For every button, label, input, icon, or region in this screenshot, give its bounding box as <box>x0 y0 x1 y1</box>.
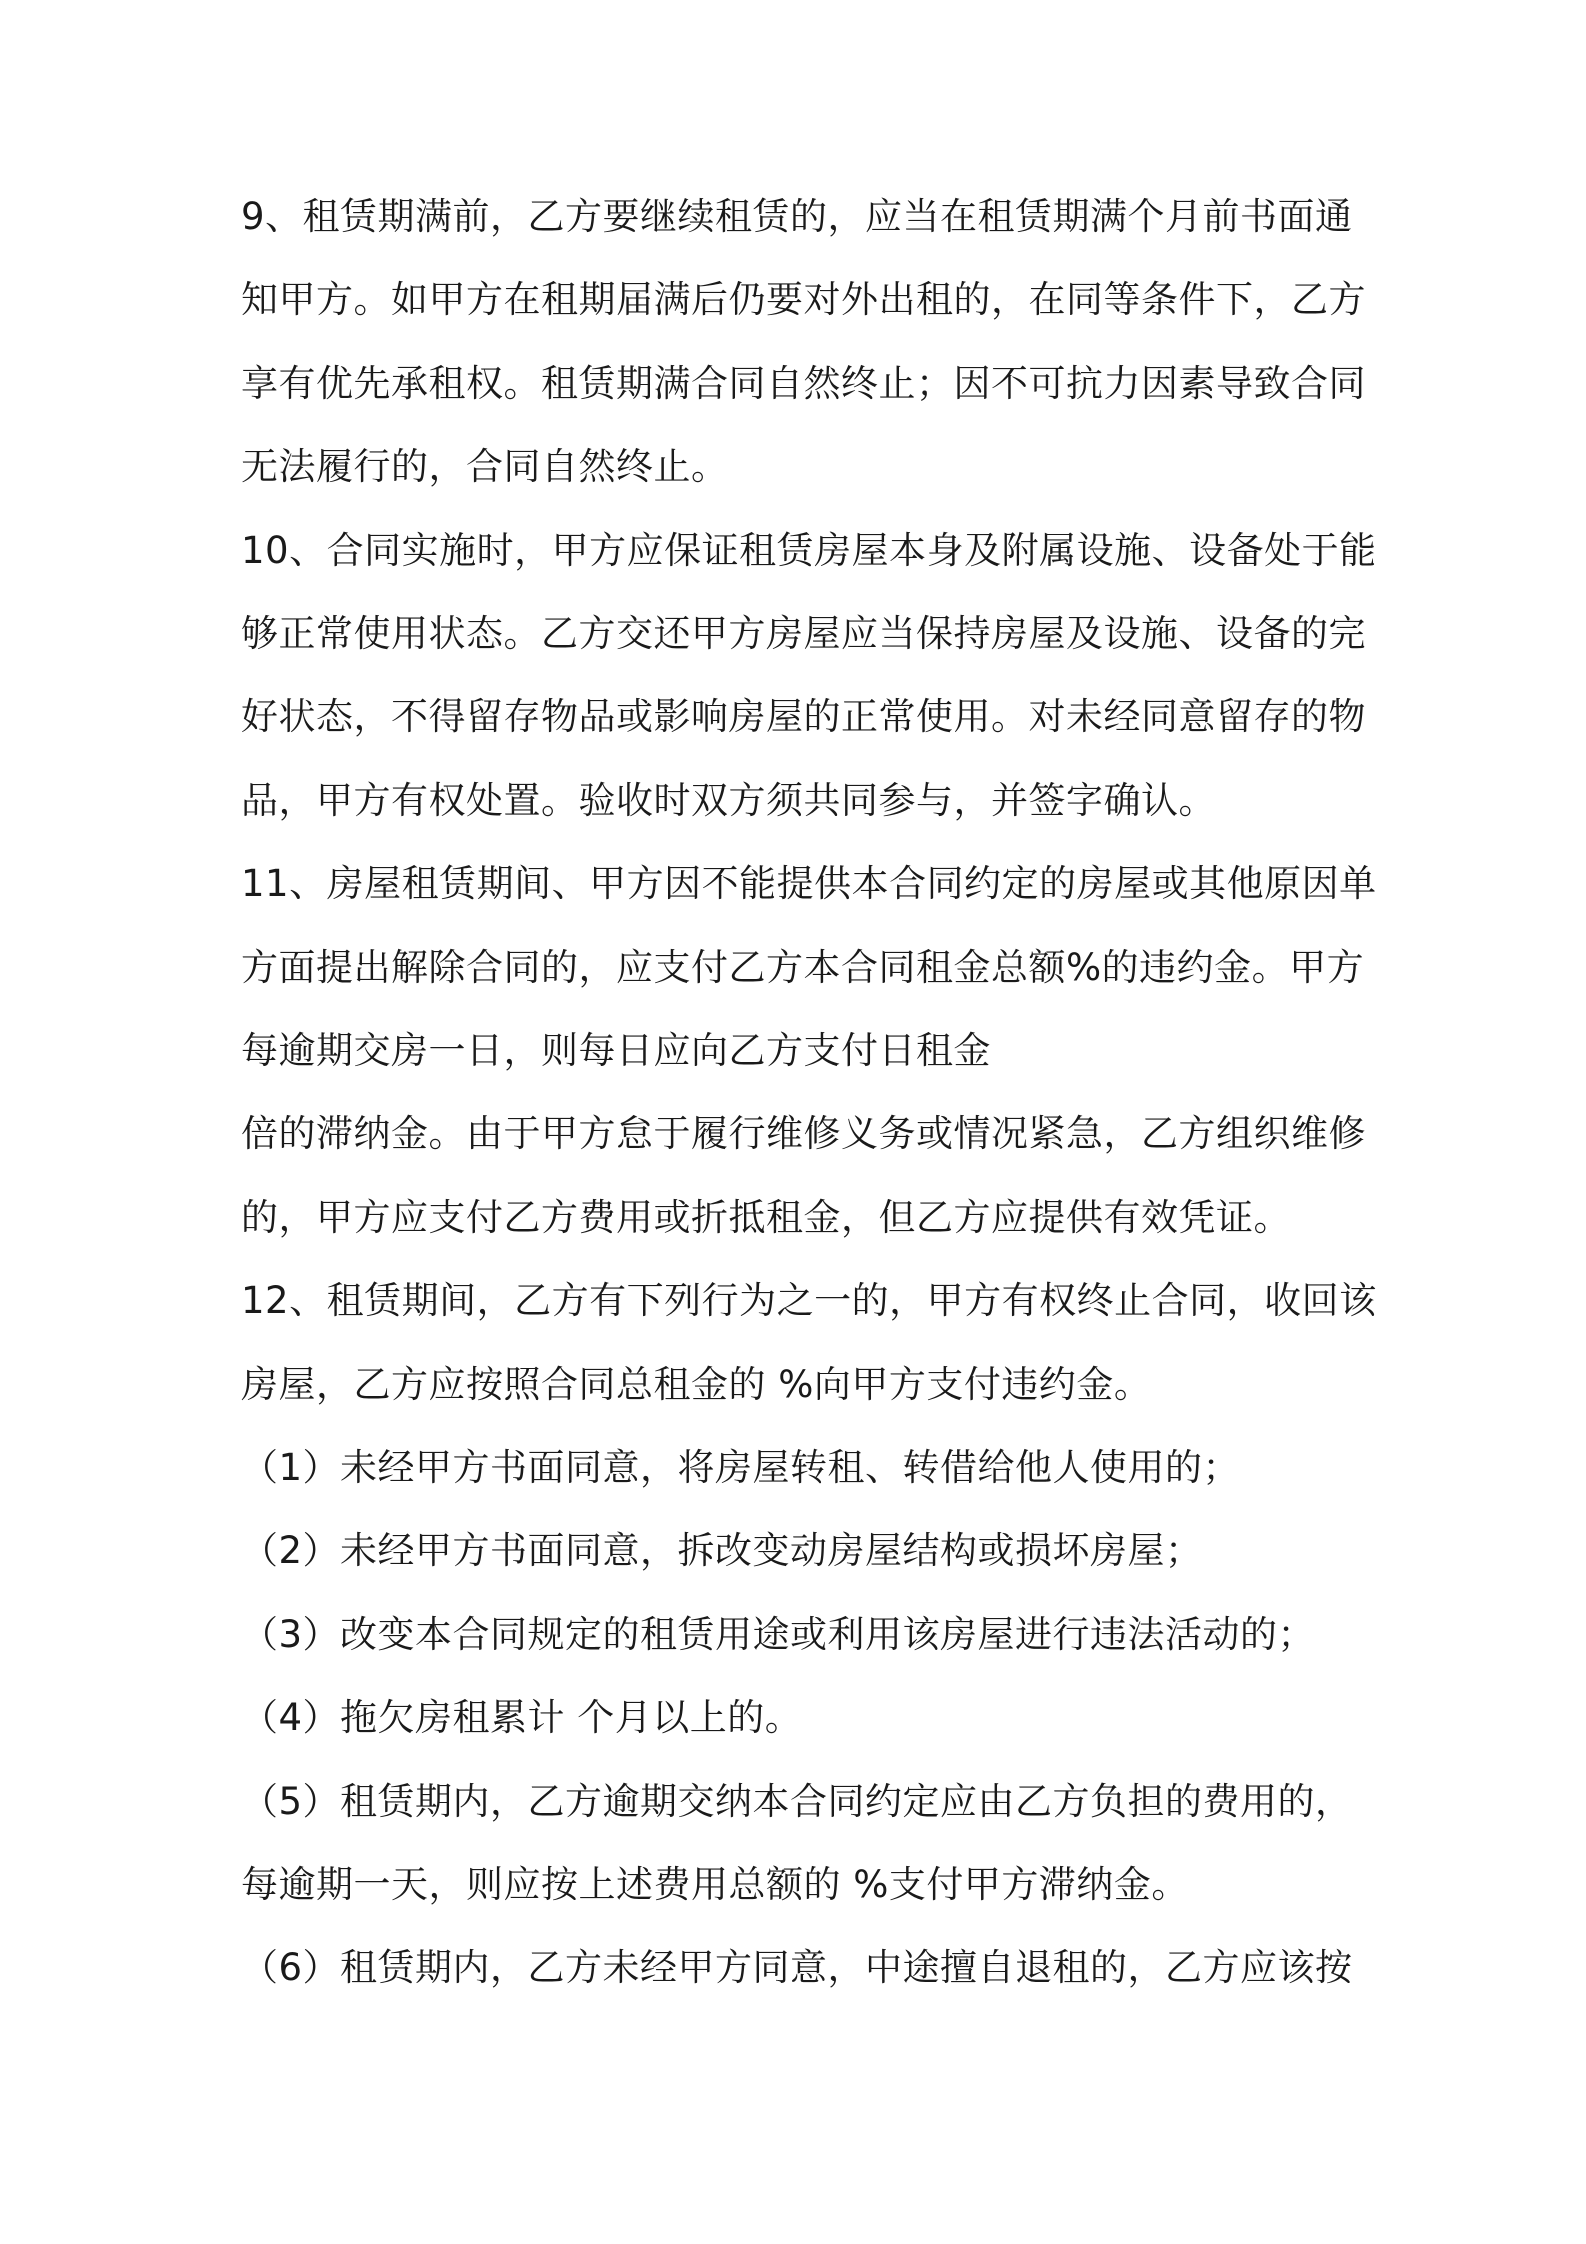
clause-10-line-1: 10、合同实施时，甲方应保证租赁房屋本身及附属设施、设备处于能 <box>241 529 1377 572</box>
clause-9-line-3: 享有优先承租权。租赁期满合同自然终止；因不可抗力因素导致合同 <box>241 362 1366 405</box>
clause-12-line-2: 房屋，乙方应按照合同总租金的 %向甲方支付违约金。 <box>241 1363 1152 1406</box>
clause-11-line-5: 的，甲方应支付乙方费用或折抵租金，但乙方应提供有效凭证。 <box>241 1196 1291 1239</box>
clause-12-item-4: （4）拖欠房租累计 个月以上的。 <box>241 1696 803 1739</box>
clause-12-item-5-line-1: （5）租赁期内，乙方逾期交纳本合同约定应由乙方负担的费用的， <box>241 1780 1353 1823</box>
clause-12-line-1: 12、租赁期间，乙方有下列行为之一的，甲方有权终止合同，收回该 <box>241 1279 1377 1322</box>
clause-12-item-5-line-2: 每逾期一天，则应按上述费用总额的 %支付甲方滞纳金。 <box>241 1863 1189 1906</box>
clause-10-line-3: 好状态，不得留存物品或影响房屋的正常使用。对未经同意留存的物 <box>241 695 1366 738</box>
clause-10-line-2: 够正常使用状态。乙方交还甲方房屋应当保持房屋及设施、设备的完 <box>241 612 1366 655</box>
clause-12-item-3: （3）改变本合同规定的租赁用途或利用该房屋进行违法活动的； <box>241 1613 1316 1656</box>
clause-12-item-1: （1）未经甲方书面同意，将房屋转租、转借给他人使用的； <box>241 1446 1241 1489</box>
clause-9-line-2: 知甲方。如甲方在租期届满后仍要对外出租的，在同等条件下，乙方 <box>241 278 1366 321</box>
clause-11-line-2: 方面提出解除合同的，应支付乙方本合同租金总额%的违约金。甲方 <box>241 946 1365 989</box>
clause-9-line-1: 9、租赁期满前，乙方要继续租赁的，应当在租赁期满个月前书面通 <box>241 195 1353 238</box>
clause-11-line-1: 11、房屋租赁期间、甲方因不能提供本合同约定的房屋或其他原因单 <box>241 862 1377 905</box>
clause-10-line-4: 品，甲方有权处置。验收时双方须共同参与，并签字确认。 <box>241 779 1216 822</box>
clause-9-line-4: 无法履行的，合同自然终止。 <box>241 445 729 488</box>
clause-11-line-4: 倍的滞纳金。由于甲方怠于履行维修义务或情况紧急，乙方组织维修 <box>241 1112 1366 1155</box>
clause-11-line-3: 每逾期交房一日，则每日应向乙方支付日租金 <box>241 1029 991 1072</box>
clause-12-item-6-line-1: （6）租赁期内，乙方未经甲方同意，中途擅自退租的，乙方应该按 <box>241 1946 1353 1989</box>
clause-12-item-2: （2）未经甲方书面同意，拆改变动房屋结构或损坏房屋； <box>241 1529 1203 1572</box>
